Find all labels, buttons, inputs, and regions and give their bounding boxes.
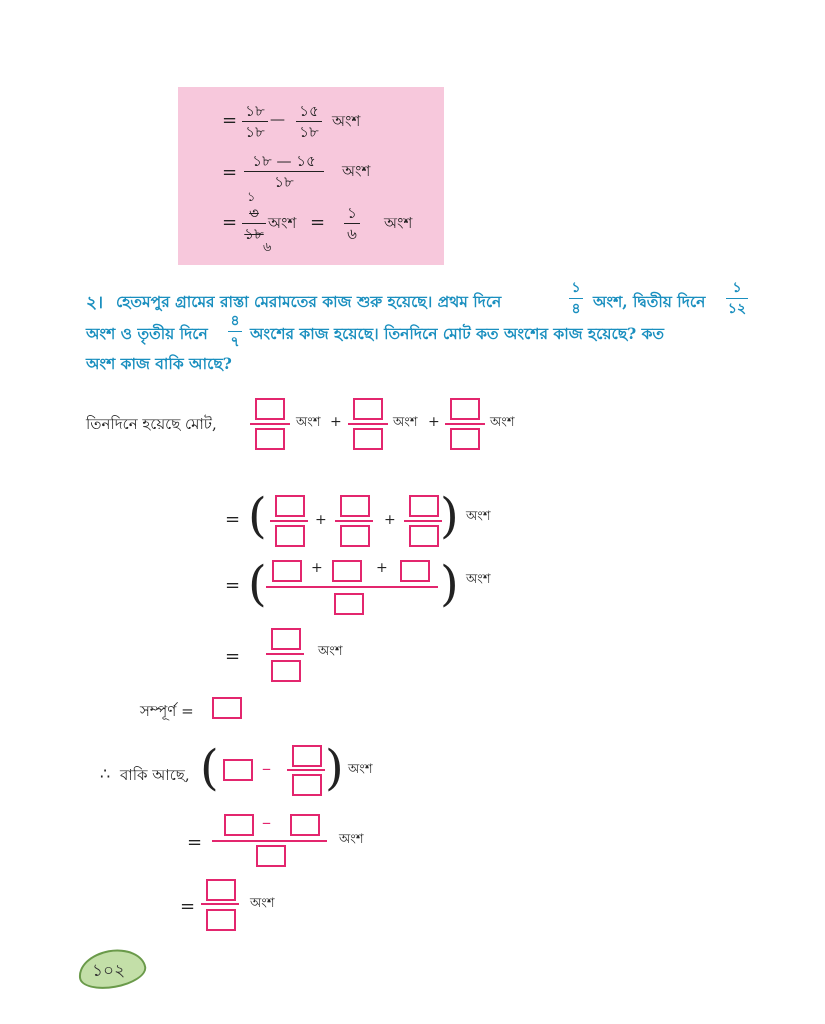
left-paren: ( [248, 488, 267, 544]
fraction-bar [404, 520, 442, 522]
minus-sign: — [270, 110, 285, 128]
blank-box[interactable] [340, 525, 370, 547]
fraction: ১৫ ১৮ [296, 102, 322, 141]
unit-label: অংশ [393, 415, 418, 430]
unit-label: অংশ [268, 214, 297, 232]
problem-text: হেতমপুর গ্রামের রাস্তা মেরামতের কাজ শুরু হয়েছে। প্রথম দিনে [116, 292, 502, 311]
complete-label: সম্পূর্ণ = [140, 702, 194, 720]
cancel-denominator: ৬ [263, 240, 272, 255]
cancel-numerator: ১ [247, 190, 256, 205]
unit-label: অংশ [332, 112, 361, 130]
equals-sign: = [222, 212, 238, 233]
minus-sign: – [262, 758, 271, 779]
blank-box[interactable] [255, 428, 285, 450]
total-label: তিনদিনে হয়েছে মোট, [86, 415, 217, 433]
right-paren: ) [440, 556, 459, 612]
fraction-bar [445, 423, 485, 425]
unit-label: অংশ [348, 762, 373, 777]
fraction-bar [250, 423, 290, 425]
fraction-bar [287, 769, 325, 771]
plus-sign: + [330, 414, 342, 430]
equals-sign: = [180, 896, 196, 917]
plus-sign: + [384, 512, 396, 528]
minus-sign: – [262, 812, 271, 833]
left-paren: ( [248, 556, 267, 612]
blank-box[interactable] [450, 428, 480, 450]
blank-box[interactable] [353, 428, 383, 450]
unit-label: অংশ [466, 572, 491, 587]
plus-sign: + [311, 560, 323, 576]
equals-sign: = [222, 110, 238, 131]
blank-box[interactable] [409, 495, 439, 517]
fraction: ১ ১২ [727, 280, 747, 317]
blank-box[interactable] [340, 495, 370, 517]
blank-box[interactable] [292, 774, 322, 796]
right-paren: ) [440, 488, 459, 544]
therefore-sign: ∴ [100, 764, 111, 783]
problem-text: অংশ, দ্বিতীয় দিনে [593, 292, 706, 311]
blank-box[interactable] [334, 593, 364, 615]
fraction-bar [201, 903, 239, 905]
plus-sign: + [315, 512, 327, 528]
problem-number: ২। [86, 293, 104, 313]
unit-label: অংশ [318, 644, 343, 659]
fraction-bar [270, 520, 308, 522]
fraction: ১৮ — ১৫ ১৮ [244, 152, 324, 191]
problem-text: অংশের কাজ হয়েছে। তিনদিনে মোট কত অংশের কাজ হয়েছে? কত [250, 324, 665, 343]
fraction-bar [266, 653, 304, 655]
equals-sign: = [187, 832, 203, 853]
equals-sign: = [225, 509, 241, 530]
fraction-bar [348, 423, 388, 425]
blank-box[interactable] [292, 745, 322, 767]
blank-box[interactable] [224, 814, 254, 836]
left-paren: ( [200, 740, 219, 796]
blank-box[interactable] [206, 909, 236, 931]
plus-sign: + [428, 414, 440, 430]
fraction: ১ ৬ [344, 204, 360, 243]
blank-box[interactable] [353, 398, 383, 420]
unit-label: অংশ [339, 832, 364, 847]
fraction-bar [212, 840, 327, 842]
blank-box[interactable] [271, 660, 301, 682]
blank-box[interactable] [450, 398, 480, 420]
fraction: ৪ ৭ [228, 312, 242, 351]
equals-sign: = [310, 212, 326, 233]
blank-box[interactable] [275, 495, 305, 517]
blank-box[interactable] [272, 560, 302, 582]
equals-sign: = [222, 162, 238, 183]
unit-label: অংশ [342, 162, 371, 180]
blank-box[interactable] [271, 628, 301, 650]
problem-text: অংশ ও তৃতীয় দিনে [86, 324, 208, 343]
blank-box[interactable] [212, 697, 242, 719]
blank-box[interactable] [255, 398, 285, 420]
remaining-label: বাকি আছে, [120, 766, 190, 784]
blank-box[interactable] [256, 845, 286, 867]
unit-label: অংশ [296, 415, 321, 430]
fraction: ৩ ১৮ [242, 204, 266, 243]
fraction: ১৮ ১৮ [242, 102, 268, 141]
equals-sign: = [225, 575, 241, 596]
fraction-bar [335, 520, 373, 522]
blank-box[interactable] [206, 879, 236, 901]
page-number: ১০২ [92, 961, 126, 981]
blank-box[interactable] [275, 525, 305, 547]
blank-box[interactable] [409, 525, 439, 547]
unit-label: অংশ [384, 214, 413, 232]
unit-label: অংশ [490, 415, 515, 430]
right-paren: ) [325, 740, 344, 796]
blank-box[interactable] [400, 560, 430, 582]
fraction: ১ ৪ [569, 279, 583, 318]
unit-label: অংশ [250, 896, 275, 911]
blank-box[interactable] [290, 814, 320, 836]
blank-box[interactable] [223, 759, 253, 781]
equals-sign: = [225, 646, 241, 667]
problem-text: অংশ কাজ বাকি আছে? [86, 354, 232, 373]
unit-label: অংশ [466, 509, 491, 524]
plus-sign: + [376, 560, 388, 576]
blank-box[interactable] [332, 560, 362, 582]
fraction-bar [266, 586, 438, 588]
